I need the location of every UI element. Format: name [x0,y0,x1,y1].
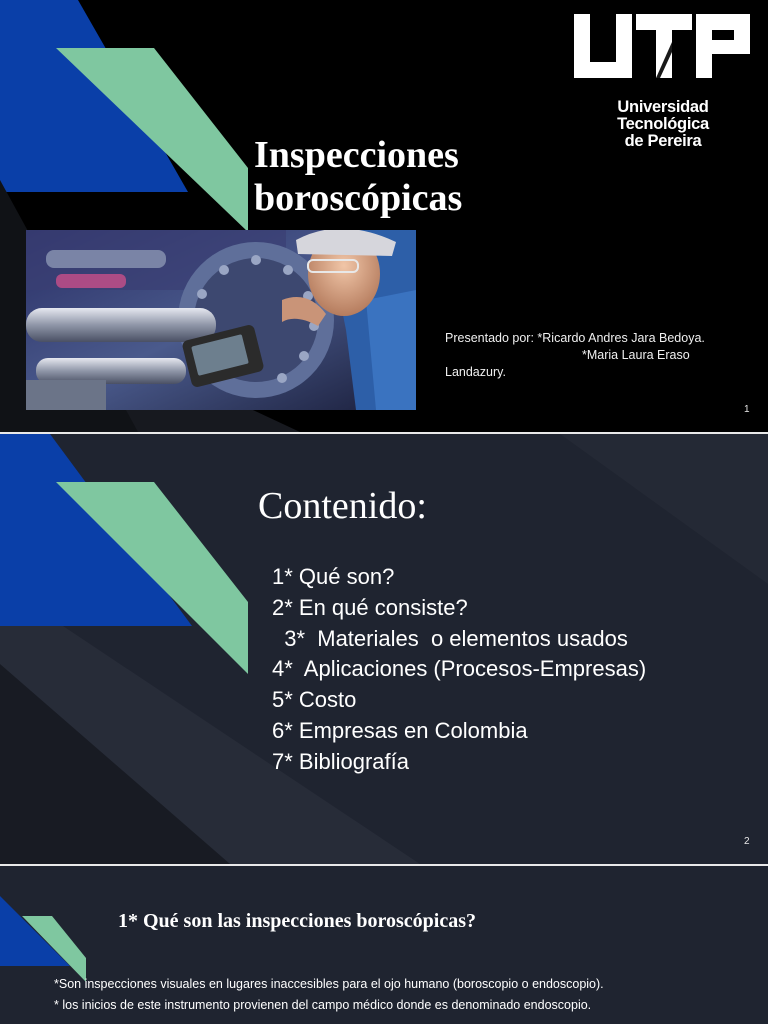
contents-item: 3* Materiales o elementos usados [272,625,628,651]
body-line-1: *Son inspecciones visuales en lugares inaccesibles para el ojo humano (boroscopio o endoscopio). [54,977,604,991]
contents-title: Contenido: [258,485,427,527]
contents-item: 4* Aplicaciones (Procesos-Empresas) [272,656,647,682]
presenter-line-2: *Maria Laura Eraso [582,348,690,362]
logo-text-line-2: de Pereira [624,132,702,150]
presentation-title: Inspecciones boroscópicas [254,134,463,219]
section-title: 1* Qué son las inspecciones boroscópicas? [118,910,476,932]
contents-item: 7* Bibliografía [272,748,409,774]
section-body [54,974,754,1016]
contents-item: 2* En qué consiste? [272,594,468,620]
contents-item: 6* Empresas en Colombia [272,717,528,743]
body-line-2: * los inicios de este instrumento provienen del campo médico donde es denominado endoscopio. [54,998,592,1012]
logo-text-line-1: Universidad Tecnológica [617,98,709,133]
slide-2 [0,434,768,864]
presenter-line-3: Landazury. [445,365,506,379]
slide-number: 1 [744,404,750,415]
presenters-block [445,330,745,381]
slide-3 [0,866,768,1024]
utp-logo-icon [570,12,756,94]
slide-1 [0,0,768,432]
presenter-line-1: Presentado por: *Ricardo Andres Jara Bedoya. [445,331,705,345]
university-logo [570,12,756,150]
contents-item: 5* Costo [272,687,357,713]
slide-number: 2 [744,836,750,847]
borescope-inspection-photo [26,230,416,410]
contents-item: 1* Qué son? [272,564,395,589]
contents-list [272,562,646,778]
